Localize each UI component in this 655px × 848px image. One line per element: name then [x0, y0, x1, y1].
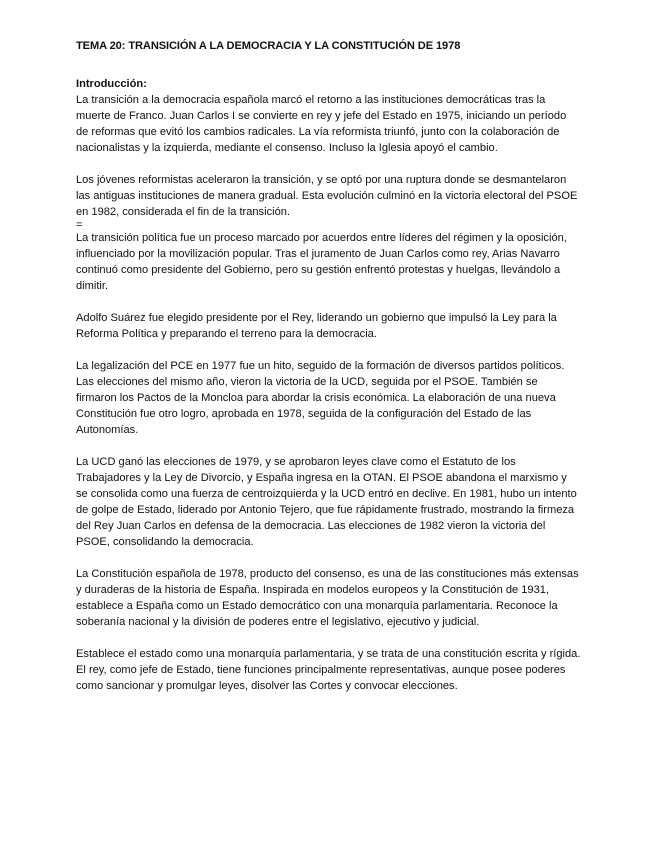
paragraph-suarez: Adolfo Suárez fue elegido presidente por el Rey, liderando un gobierno que impulsó la Ley para la Reforma Política y preparando el terreno para la democracia.	[76, 312, 557, 340]
paragraph-constitution-1978: La Constitución española de 1978, producto del consenso, es una de las constituciones más extensas y duraderas de la historia de España. Inspirada en modelos europeos y la Constitución de 1931, establece a España como un Estado democrático con una monarquía parlamentaria. Reconoce la soberanía nacional y la división de poderes entre el legislativo, ejecutivo y judicial.	[76, 568, 579, 628]
paragraph-intro: La transición a la democracia española marcó el retorno a las instituciones democráticas tras la muerte de Franco. Juan Carlos I se convierte en rey y jefe del Estado en 1975, iniciando un período de reformas que evitó los cambios radicales. La vía reformista triunfó, junto con la colaboración de nacionalistas y la izquierda, mediante el consenso. Incluso la Iglesia apoyó el cambio.	[76, 94, 567, 154]
stray-equals-sign: =	[76, 219, 83, 231]
paragraph-parliamentary-monarchy: Establece el estado como una monarquía parlamentaria, y se trata de una constitución escrita y rígida. El rey, como jefe de Estado, tiene funciones principalmente representativas, aunque posee poderes como sancionar y promulgar leyes, disolver las Cortes y convocar elecciones.	[76, 648, 581, 692]
paragraph-ucd-1979: La UCD ganó las elecciones de 1979, y se aprobaron leyes clave como el Estatuto de los Trabajadores y la Ley de Divorcio, y España ingresa en la OTAN. El PSOE abandona el marxismo y se consolida como una fuerza de centroizquierda y la UCD entró en declive. En 1981, hubo un intento de golpe de Estado, liderado por Antonio Tejero, que fue rápidamente frustrado, mostrando la firmeza del Rey Juan Carlos en defensa de la democracia. Las elecciones de 1982 vieron la victoria del PSOE, consolidando la democracia.	[76, 456, 577, 548]
paragraph-reformists: Los jóvenes reformistas aceleraron la transición, y se optó por una ruptura donde se desmantelaron las antiguas instituciones de manera gradual. Esta evolución culminó en la victoria electoral del PSOE en 1982, considerada el fin de la transición.	[76, 174, 578, 218]
paragraph-pce-legalization: La legalización del PCE en 1977 fue un hito, seguido de la formación de diversos partidos políticos. Las elecciones del mismo año, vieron la victoria de la UCD, seguida por el PSOE. También se firmaron los Pactos de la Moncloa para abordar la crisis económica. La elaboración de una nueva Constitución fue otro logro, aprobada en 1978, seguida de la configuración del Estado de las Autonomías.	[76, 360, 565, 436]
document-page	[76, 38, 581, 710]
paragraph-political-transition: La transición política fue un proceso marcado por acuerdos entre líderes del régimen y la oposición, influenciado por la movilización popular. Tras el juramento de Juan Carlos como rey, Arias Navarro continuó como presidente del Gobierno, pero su gestión enfrentó protestas y huelgas, llevándolo a dimitir.	[76, 232, 567, 292]
document-title: TEMA 20: TRANSICIÓN A LA DEMOCRACIA Y LA CONSTITUCIÓN DE 1978	[76, 40, 461, 52]
intro-heading: Introducción:	[76, 78, 147, 90]
